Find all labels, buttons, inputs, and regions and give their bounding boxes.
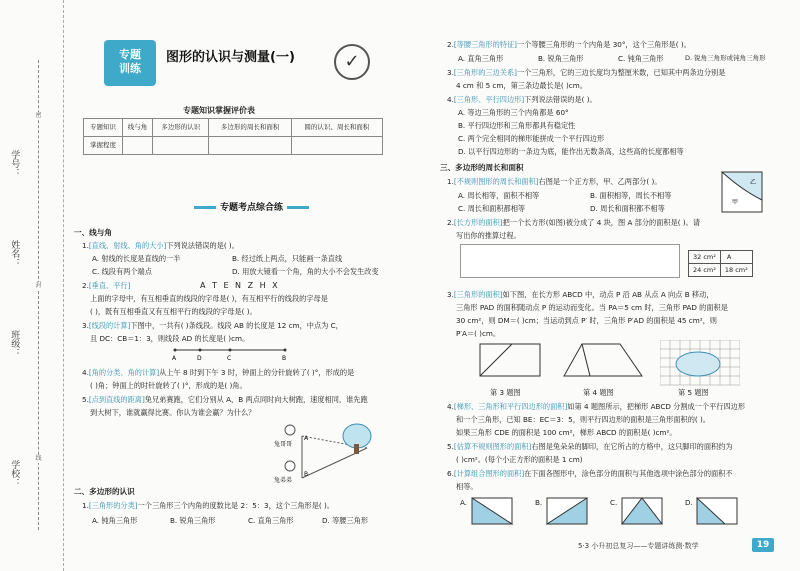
page-footer: 5·3 小升初总复习——专题讲练测·数学 — [578, 542, 699, 550]
rectangle-abcd-figure — [472, 340, 552, 384]
page-number: 19 — [752, 538, 774, 552]
question-r6: 2.[长方形的面积]把一个长方形(如图)被分成了 4 块，图 A 部分的面积是( )。请 — [447, 218, 701, 227]
option-d[interactable]: D. 周长和面积都不相等 — [590, 204, 665, 213]
square-split-figure — [720, 170, 764, 214]
trapezoid-figure — [560, 340, 650, 384]
eval-header: 专题知识 — [84, 119, 123, 137]
question-4: 4.[角的分类、角的计算]从上午 8 时到下午 3 时，钟面上的分针旋转了( )°，形成的是 — [82, 368, 355, 377]
question-5-line: 到大树下，谁就赢得比赛。你认为谁会赢？为什么？ — [90, 408, 256, 417]
question-r3: 3.[三角形的三边关系]一个三角形，它的三边长度均为整厘米数，已知其中两条边分别是 — [447, 68, 726, 77]
option-c[interactable]: C. 钝角三角形 — [618, 54, 664, 63]
point-label: A — [304, 435, 309, 442]
option-c[interactable]: C. 线段有两个端点 — [92, 267, 152, 276]
point-label: B — [304, 471, 309, 478]
eval-cell[interactable] — [153, 137, 209, 155]
seal-mark-feng: 封 — [35, 282, 42, 289]
shaded-figure-c — [620, 496, 664, 530]
area-cell: A — [720, 251, 752, 264]
question-2: 2.[垂直、平行] — [82, 281, 131, 290]
rabbit-tree-figure — [262, 418, 372, 486]
shaded-figure-d — [695, 496, 739, 530]
rabbit-label: 兔弟弟 — [274, 477, 293, 484]
question-3: 3.[线段的计算]下图中，一共有( )条线段。线段 AB 的长度是 12 cm，中点为 C， — [82, 321, 343, 330]
question-2-line: ( )，既有互相垂直又有互相平行的线段的字母是( )。 — [90, 307, 257, 316]
eval-header: 线与角 — [122, 119, 152, 137]
point-label: B — [282, 355, 287, 362]
evaluation-table — [83, 118, 383, 155]
question-r5: 1.[不规则图形的周长和面积]右图是一个正方形，甲、乙两部分( )。 — [447, 177, 662, 186]
topic-badge: 专题 训练 — [104, 40, 156, 86]
option-a[interactable]: A. 钝角三角形 — [92, 516, 138, 525]
option-a[interactable]: A. 射线的长度是直线的一半 — [92, 254, 181, 263]
eval-header: 多边形的认识 — [153, 119, 209, 137]
shaded-figure-a — [470, 496, 514, 530]
name-label: 姓名： — [9, 240, 20, 267]
binding-margin — [0, 0, 64, 571]
seal-mark-mi: 密 — [35, 112, 42, 119]
region-label: 甲 — [732, 199, 739, 206]
option-b[interactable]: B. 锐角三角形 — [538, 54, 584, 63]
option-b[interactable]: B. 平行四边形和三角形都具有稳定性 — [458, 121, 576, 130]
option-a[interactable]: A. 周长相等，面积不相等 — [458, 191, 540, 200]
clock-check-icon: ✓ — [334, 44, 370, 80]
evaluation-title: 专题知识掌握评价表 — [183, 106, 255, 115]
question-r8-line: 如果三角形 CDE 的面积是 100 cm²，梯形 ABCD 的面积是( )cm²。 — [456, 428, 677, 437]
option-d[interactable]: D. 锐角三角形或钝角三角形 — [685, 54, 766, 62]
point-label: D — [197, 355, 202, 362]
option-a[interactable]: A. — [460, 498, 468, 507]
question-1: 1.[直线、射线、角的大小]下列说法错误的是( )。 — [82, 241, 239, 250]
topic-header — [104, 40, 374, 88]
question-4-line: ( )角；钟面上的时针旋转了( )°，形成的是( )角。 — [90, 381, 247, 390]
question-r8-line: 和一个三角形，已知 BE：EC＝3：5，则平行四边形的面积是三角形面积的( )。 — [456, 415, 710, 424]
question-r10-line: 相等。 — [456, 482, 478, 491]
question-r7-line: 30 cm²，则 DM＝( )cm；当运动到点 P′ 时，三角形 P′AD 的面积是 45 cm²，则 — [456, 316, 717, 325]
question-r3-line: 4 cm 和 5 cm，第三条边最长是( )cm。 — [456, 81, 587, 90]
eval-row-label: 掌握程度 — [84, 137, 123, 155]
question-r10: 6.[计算组合图形的面积]在下面各图形中，涂色部分的面积与其他选项中涂色部分的面积不 — [447, 469, 733, 478]
option-b[interactable]: B. 锐角三角形 — [170, 516, 216, 525]
question-6: 1.[三角形的分类]一个三角形三个内角的度数比是 2：5：3，这个三角形是( )。 — [82, 501, 334, 510]
eval-cell[interactable] — [122, 137, 152, 155]
figure-caption: 第 4 题图 — [583, 388, 614, 397]
option-b[interactable]: B. — [535, 498, 543, 507]
point-label: A — [172, 355, 177, 362]
option-d[interactable]: D. 以平行四边形的一条边为底，能作出无数条高，这些高的长度都相等 — [458, 147, 684, 156]
answer-box[interactable] — [460, 244, 680, 278]
school-label: 学校： — [9, 460, 20, 487]
option-d[interactable]: D. 用放大镜看一个角，角的大小不会发生改变 — [232, 267, 379, 276]
question-5: 5.[点到直线的距离]兔兄弟赛跑，它们分别从 A，B 两点同时向大树跑，速度相同，谁先跑 — [82, 395, 368, 404]
seal-mark-xian: 线 — [35, 455, 42, 462]
question-3-line: 且 DC：CB＝1：3，则线段 AD 的长度是( )cm。 — [90, 334, 250, 343]
option-d[interactable]: D. 等腰三角形 — [322, 516, 369, 525]
area-cell: 18 cm² — [720, 264, 752, 277]
question-r7: 3.[三角形的面积]如下图，在长方形 ABCD 中，动点 P 沿 AB 从点 A 向点 B 移动， — [447, 290, 714, 299]
option-a[interactable]: A. 直角三角形 — [458, 54, 504, 63]
figure-caption: 第 5 题图 — [678, 388, 709, 397]
question-r4: 4.[三角形、平行四边形]下列说法错误的是( )。 — [447, 95, 597, 104]
area-cell: 32 cm² — [689, 251, 721, 264]
option-c[interactable]: C. 两个完全相同的梯形能拼成一个平行四边形 — [458, 134, 605, 143]
eval-header: 多边形的周长和面积 — [209, 119, 291, 137]
question-2-line: 上面的字母中，有互相垂直的线段的字母是( )，有互相平行的线段的字母是 — [90, 294, 328, 303]
question-r9-line: ( )cm²。(每个小正方形的面积是 1 cm) — [456, 455, 583, 464]
topic-title: 图形的认识与测量(一) — [166, 50, 295, 65]
option-c[interactable]: C. — [610, 498, 618, 507]
figure-caption: 第 3 题图 — [490, 388, 521, 397]
question-r7-line: P′A＝( )cm。 — [456, 329, 501, 338]
question-r6-line: 写出你的推算过程。 — [456, 231, 521, 240]
shaded-figure-b — [545, 496, 589, 530]
rectangle-grid — [688, 250, 753, 277]
point-label: C — [227, 355, 232, 362]
segment-figure — [170, 344, 290, 362]
eval-cell[interactable] — [209, 137, 291, 155]
student-number-label: 学号： — [9, 150, 20, 177]
option-b[interactable]: B. 面积相等，周长不相等 — [590, 191, 672, 200]
footprint-grid-figure — [660, 340, 740, 386]
option-c[interactable]: C. 周长和面积都相等 — [458, 204, 526, 213]
option-a[interactable]: A. 等边三角形的三个内角都是 60° — [458, 108, 569, 117]
option-b[interactable]: B. 经过纸上两点，只能画一条直线 — [232, 254, 343, 263]
practice-banner: 专题考点综合练 — [190, 203, 313, 214]
letters-row: A T E N Z H X — [200, 281, 280, 290]
section-perimeter-area: 三、多边形的周长和面积 — [440, 163, 524, 172]
eval-header: 圆的认识、周长和面积 — [291, 119, 382, 137]
area-cell: 24 cm² — [689, 264, 721, 277]
question-r8: 4.[梯形、三角形和平行四边形的面积]如第 4 题图所示，把梯形 ABCD 分割成一个平行四边形 — [447, 402, 746, 411]
eval-cell[interactable] — [291, 137, 382, 155]
section-polygons: 二、多边形的认识 — [74, 487, 135, 496]
section-lines-angles: 一、线与角 — [74, 228, 112, 237]
region-label: 乙 — [750, 179, 757, 186]
option-c[interactable]: C. 直角三角形 — [248, 516, 294, 525]
class-label: 班级： — [9, 330, 20, 357]
question-r2: 2.[等腰三角形的特征]一个等腰三角形的一个内角是 30°，这个三角形是( )。 — [447, 40, 691, 49]
question-r9: 5.[估算不规则图形的面积]右图是兔朵朵的脚印，在它所占的方格中，这只脚印的面积约为 — [447, 442, 733, 451]
option-d[interactable]: D. — [685, 498, 693, 507]
question-r7-line: 三角形 PAD 的面积随动点 P 的运动而变化。当 PA＝5 cm 时，三角形 PAD 的面积是 — [456, 303, 728, 312]
rabbit-label: 兔哥哥 — [274, 441, 293, 448]
